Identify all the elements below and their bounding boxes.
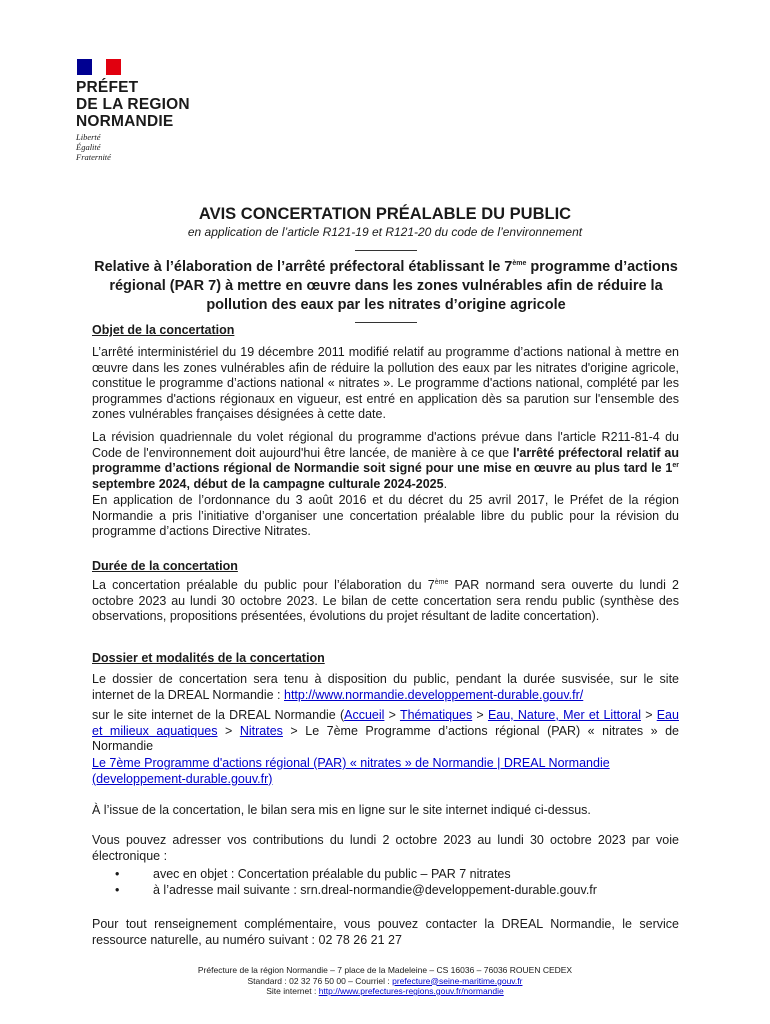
divider (355, 322, 417, 323)
paragraph-dossier-6: Pour tout renseignement complémentaire, vous pouvez contacter la DREAL Normandie, le service ressource naturelle, au numéro suivant : 02 78 26 21 27 (92, 917, 679, 947)
paragraph-dossier-1: Le dossier de concertation sera tenu à disposition du public, pendant la durée susvisée, sur le site internet de la DREAL Normandie : http://www.normandie.developpement-durable.gouv.fr/ (92, 672, 679, 702)
paragraph-dossier-2: sur le site internet de la DREAL Normandie (Accueil > Thématiques > Eau, Nature, Mer et Littoral > Eau et milieux aquatiques > Nitrates > Le 7ème Programme d’actions régional (PAR) « nitrates » de Normandie (92, 708, 680, 754)
prefet-logo-text (76, 79, 190, 130)
paragraph-objet-1: L’arrêté interministériel du 19 décembre 2011 modifié relatif au programme d’actions national à mettre en œuvre dans les zones vulnérables afin de réduire la pollution des eaux par les nitrates d'origine agricole, constitue le programme d’actions national « nitrates ». Le programme d'actions national, complété par les programmes d'actions régionaux en vigueur, est entré en application dès sa parution sur l'ensemble des zones vulnérables françaises désignées à cette date. (92, 345, 679, 422)
bullet: • (115, 867, 120, 881)
breadcrumb-link-thematiques[interactable]: Thématiques (399, 708, 473, 722)
breadcrumb-link-nitrates[interactable]: Nitrates (239, 723, 283, 738)
page-footer (0, 965, 770, 997)
par-nitrates-page-link[interactable]: Le 7ème Programme d'actions régional (PAR) « nitrates » de Normandie | DREAL Normandie (developpement-durable.gouv.fr) (92, 756, 610, 786)
contribution-list (115, 866, 675, 898)
logo-line-3: NORMANDIE (76, 113, 174, 130)
section-heading-objet: Objet de la concertation (92, 323, 235, 337)
paragraph-dossier-4: À l’issue de la concertation, le bilan sera mis en ligne sur le site internet indiqué ci-dessus. (92, 803, 591, 817)
paragraph-objet-3: En application de l’ordonnance du 3 août 2016 et du décret du 25 avril 2017, le Préfet de la région Normandie a pris l’initiative d’organiser une concertation préalable libre du public pour la révision du programme d’actions Directive Nitrates. (92, 493, 679, 539)
divider (355, 250, 417, 251)
logo-line-2: DE LA REGION (76, 96, 190, 113)
paragraph-dossier-5: Vous pouvez adresser vos contributions du lundi 2 octobre 2023 au lundi 30 octobre 2023 par voie électronique : (92, 833, 679, 863)
paragraph-objet-2: La révision quadriennale du volet régional du programme d'actions prévue dans l'article R211-81-4 du Code de l'environnement doit aujourd'hui être lancée, de manière à ce que l'arrêté préfectoral relatif au programme d’actions régional de Normandie soit signé pour une mise en œuvre au plus tard le 1er septembre 2024, début de la campagne culturale 2024-2025. (92, 430, 680, 491)
footer-email-link[interactable]: prefecture@seine-maritime.gouv.fr (392, 975, 523, 986)
breadcrumb-link-eau-milieux[interactable]: Eau et milieux aquatiques (92, 708, 679, 738)
footer-contact: Standard : 02 32 76 50 00 – Courriel : prefecture@seine-maritime.gouv.fr (247, 975, 523, 986)
breadcrumb-link-eau-nature[interactable]: Eau, Nature, Mer et Littoral (487, 708, 641, 722)
footer-website-link[interactable]: http://www.prefectures-regions.gouv.fr/normandie (318, 986, 504, 996)
document-title: AVIS CONCERTATION PRÉALABLE DU PUBLIC (198, 205, 572, 223)
document-heading: Relative à l’élaboration de l’arrêté préfectoral établissant le 7ème programme d’actions régional (PAR 7) à mettre en œuvre dans les zones vulnérables afin de réduire la pollution des eaux par les nitrates d’origine agricole (94, 259, 678, 313)
dreal-website-link[interactable]: http://www.normandie.developpement-durable.gouv.fr/ (284, 687, 584, 702)
list-item-text: à l’adresse mail suivante : srn.dreal-normandie@developpement-durable.gouv.fr (153, 883, 597, 897)
list-item-text: avec en objet : Concertation préalable du public – PAR 7 nitrates (153, 867, 511, 881)
document-subtitle: en application de l’article R121-19 et R121-20 du code de l’environnement (187, 225, 583, 239)
motto-egalite: Égalité (76, 142, 101, 152)
republic-flag-logo (77, 59, 121, 75)
breadcrumb-link-accueil[interactable]: Accueil (344, 708, 385, 722)
bullet: • (115, 883, 120, 897)
footer-address: Préfecture de la région Normandie – 7 place de la Madeleine – CS 16036 – 76036 ROUEN CEDEX (197, 965, 573, 975)
footer-website: Site internet : http://www.prefectures-regions.gouv.fr/normandie (266, 986, 504, 996)
paragraph-dossier-3 (92, 756, 679, 787)
paragraph-duree: La concertation préalable du public pour l’élaboration du 7ème PAR normand sera ouverte du lundi 2 octobre 2023 au lundi 30 octobre 2023. Le bilan de cette concertation sera rendu public (synthèse des observations, propositions présentées, évolutions du projet résultant de ladite concertation). (92, 578, 679, 624)
list-item (115, 866, 675, 882)
list-item (115, 882, 675, 898)
motto-fraternite: Fraternité (76, 152, 111, 162)
section-heading-duree: Durée de la concertation (92, 559, 238, 573)
motto-liberte: Liberté (76, 132, 101, 142)
section-heading-dossier: Dossier et modalités de la concertation (92, 651, 325, 665)
logo-line-1: PRÉFET (76, 79, 139, 96)
republic-motto (76, 132, 111, 162)
